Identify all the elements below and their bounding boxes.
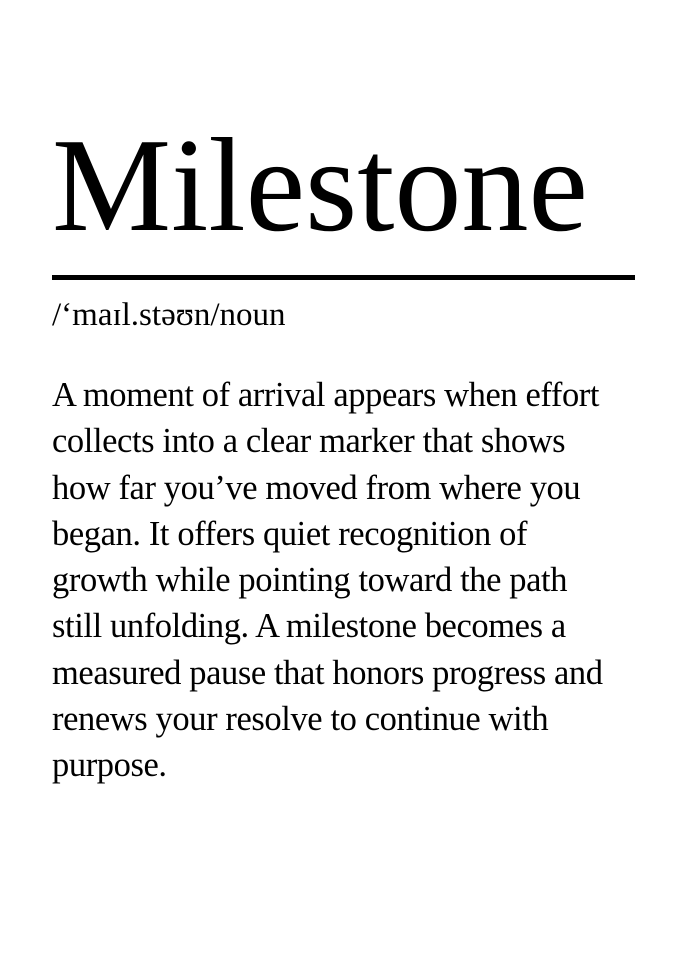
pronunciation-text: /‘maɪl.stəʊn/noun — [52, 297, 286, 333]
definition-line: still unfolding. A milestone becomes a — [52, 607, 566, 646]
definition-line: how far you’ve moved from where you — [52, 468, 581, 507]
definition-line: began. It offers quiet recognition of — [52, 514, 528, 553]
divider-rule — [52, 275, 635, 280]
definition-text — [52, 372, 642, 789]
definition-line: renews your resolve to continue with — [52, 700, 549, 739]
headword: Milestone — [52, 111, 588, 259]
definition-line: purpose. — [52, 746, 167, 785]
definition-line: collects into a clear marker that shows — [52, 422, 566, 461]
definition-line: growth while pointing toward the path — [52, 561, 568, 600]
definition-line: measured pause that honors progress and — [52, 653, 603, 692]
definition-line: A moment of arrival appears when effort — [52, 376, 600, 414]
